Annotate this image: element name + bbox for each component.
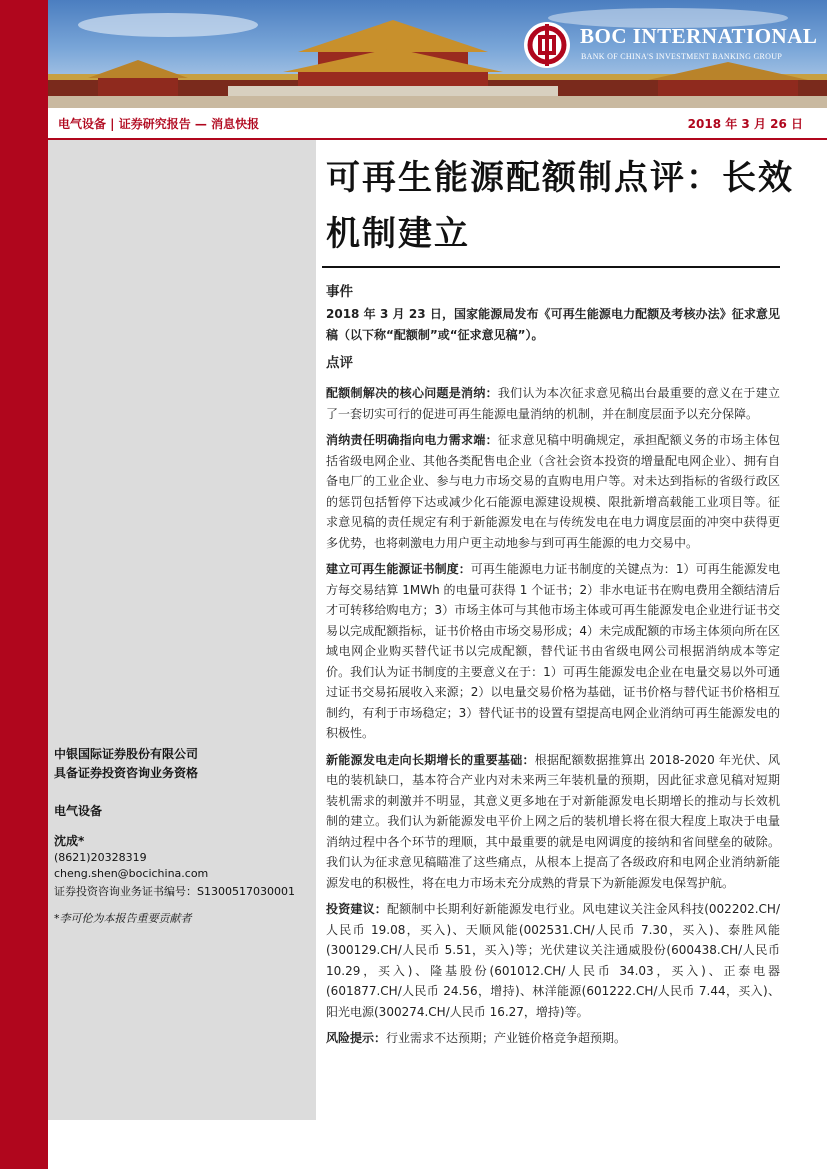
brand-tagline: BANK OF CHINA'S INVESTMENT BANKING GROUP [581,52,783,61]
paragraph-lead: 消纳责任明确指向电力需求端： [326,433,498,447]
paragraph-lead: 配额制解决的核心问题是消纳： [326,386,498,400]
analyst-email[interactable]: cheng.shen@bocichina.com [54,867,209,880]
paragraph [326,899,780,1022]
comment-heading: 点评 [326,355,353,371]
paragraph-text: 征求意见稿中明确规定，承担配额义务的市场主体包括省级电网企业、其他各类配售电企业（含社会资本投资的增量配电网企业）、拥有自备电厂的工业企业、参与电力市场交易的直购电用户等。对未达到指标的省级行政区的惩罚包括暂停下达或减少化石能源电源建设规模、限批新增高载能工业项目等。征求意见稿的责任规定有利于新能源发电在与传统发电在电力调度层面的冲突中获得更多优势，也将刺激电力用户更主动地参与到可再生能源的电力交易中。 [326,433,780,550]
analyst-certificate: 证券投资咨询业务证书编号：S1300517030001 [54,885,295,898]
brand-logo [522,20,572,74]
paragraph-text: 行业需求不达预期；产业链价格竞争超预期。 [386,1031,627,1045]
paragraph [326,1028,780,1049]
analyst-phone: (8621)20328319 [54,851,147,864]
company-qualification: 具备证券投资咨询业务资格 [54,766,199,780]
paragraph-text: 可再生能源电力证书制度的关键点为：1）可再生能源发电方每交易结算 1MWh 的电量可获得 1 个证书；2）非水电证书在购电费用全额结清后才可转移给购电方；3）市场主体可与其他市场主体或可再生能源发电企业进行证书交易以完成配额指标，证书价格由市场交易形成；4）未完成配额的市场主体须向所在区域电网企业购买替代证书以完成配额，替代证书由省级电网公司根据消纳成本等定价。我们认为证书制度的主要意义在于：1）可再生能源发电企业在电量交易以外可通过证书交易拓展收入来源；2）以电量交易价格为基础，证书价格与替代证书价格相互制约，有利于市场稳定；3）替代证书的设置有望提高电网企业消纳可再生能源发电的积极性。 [326,562,780,740]
event-text: 2018 年 3 月 23 日，国家能源局发布《可再生能源电力配额及考核办法》征求意见稿（以下称“配额制”或“征求意见稿”）。 [326,307,780,342]
paragraph-text: 配额制中长期利好新能源发电行业。风电建议关注金风科技(002202.CH/人民币 19.08，买入)、天顺风能(002531.CH/人民币 7.30，买入)、泰胜风能(300129.CH/人民币 5.51，买入)等；光伏建议关注通威股份(600438.CH/人民币 10.29，买入)、隆基股份(601012.CH/人民币 34.03，买入)、正泰电器(601877.CH/人民币 24.56，增持)、林洋能源(601222.CH/人民币 7.44，买入)、阳光电源(300274.CH/人民币 16.27，增持)等。 [326,902,780,1019]
title-divider [322,266,780,268]
analyst-name: 沈成* [54,834,85,848]
paragraph [326,430,780,553]
left-red-bar [0,0,48,1169]
company-name: 中银国际证券股份有限公司 [54,747,199,761]
brand-name: BOC INTERNATIONAL [580,24,818,48]
sidebar [48,140,316,1120]
boc-logo-icon [522,20,572,70]
report-category: 电气设备 | 证券研究报告 — 消息快报 [58,117,260,131]
paragraph-lead: 投资建议： [326,902,388,916]
report-title: 可再生能源配额制点评：长效机制建立 [326,158,794,254]
report-date: 2018 年 3 月 26 日 [687,117,803,131]
event-heading: 事件 [326,284,353,300]
paragraph-text: 根据配额数据推算出 2018-2020 年光伏、风电的装机缺口，基本符合产业内对未来两三年装机量的预期，因此征求意见稿对短期装机需求的刺激并不明显，其意义更多地在于对新能源发电长期增长的推动与长效机制的建立。我们认为新能源发电平价上网之后的装机增长将在很大程度上取决于电量消纳过程中各个环节的理顺，其中最重要的就是电网调度的接纳和省间壁垒的破除。我们认为征求意见稿瞄准了这些痛点，从根本上提高了各级政府和电网企业消纳新能源发电的积极性，将在电力市场未充分成熟的背景下为新能源发电保驾护航。 [326,752,780,890]
paragraph-text: 我们认为本次征求意见稿出台最重要的意义在于建立了一套切实可行的促进可再生能源电量消纳的机制，并在制度层面予以充分保障。 [326,386,780,421]
sector-label: 电气设备 [54,804,103,818]
paragraph-lead: 建立可再生能源证书制度： [326,562,471,576]
paragraph [326,559,780,744]
report-subheader [48,108,827,140]
contributor-note: *李可伦为本报告重要贡献者 [54,912,192,925]
paragraph-lead: 新能源发电走向长期增长的重要基础： [326,752,535,767]
paragraph-lead: 风险提示： [326,1031,387,1045]
report-body [326,280,780,1055]
paragraph [326,383,780,424]
header-banner [48,0,827,108]
paragraph [326,750,780,894]
